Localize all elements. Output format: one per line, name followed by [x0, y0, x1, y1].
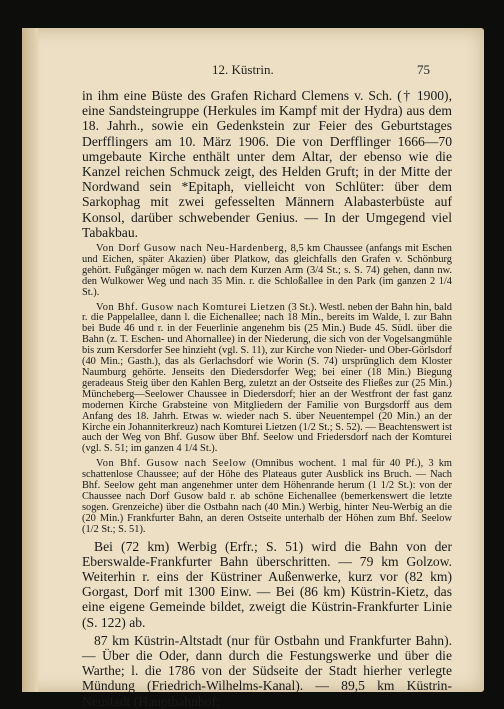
route-label: Von Bhf. Gusow nach Seelow: [96, 458, 247, 470]
running-header: [82, 62, 430, 82]
page-number: 75: [417, 62, 430, 77]
page-gutter: [22, 28, 38, 692]
route-text: (3 St.). Westl. neben der Bahn hin, bald r. die Pappelallee, dann l. die Eichenallee; nach 18 Min., bereits im Walde, l. zur Bahn bei Bude 46 und r. in der Feuerlinie angenehm bis (25 Min.) Bude 45. Südl. über die Bahn (z. T. Eschen- und Ahornallee) in der Niederung, die sich von der Vogelsangmühle bis zum Kersdorfer See hinzieht (vgl. S. 11), zur Kirche von Nieder- und Ober-Görlsdorf (40 Min.; Gasth.), das als Gerlachsdorf wie Worin (S. 74) ursprünglich dem Kloster Naumburg gehörte. Jenseits den Diedersdorfer Weg; bei einer (18 Min.) Biegung geradeaus Steig über den Kahlen Berg, zuletzt an der Ostseite des Fließes zur (25 Min.) Müncheberg—Seelower Chaussee in Diedersdorf; hier an der Westfront der fast ganz modernen Kirche Grabsteine von Mitgliedern der Familie von Burgsdorff aus dem Anfang des 18. Jahrh. Etwas w. wieder nach S. über Neuentempel (20 Min.) an der Kirche ein Johanniterkreuz) nach Komturei Lietzen (1/2 St.; S. 52). — Beachtenswert ist auch der Weg von Bhf. Gusow über Bhf. Seelow und Friedersdorf nach der Komturei (vgl. S. 51; im ganzen 4 1/4 St.).: [82, 301, 452, 455]
page-content: [82, 88, 452, 709]
route-text: (Omnibus wochent. 1 mal für 40 Pf.), 3 km schattenlose Chaussee; auf der Höhe des Plateaus guter Ausblick ins Bruch. — Nach Bhf. Seelow geht man angenehmer unter dem Höhenrande herum (1 1/2 St.): von der Chaussee nach Dorf Gusow bald r. ab schöne Eichenallee (bemerkenswert die letzte sogen. Grenzeiche) über die Ostbahn nach (40 Min.) Werbig, hinter Neu-Werbig an die (20 Min.) Frankfurter Bahn, an deren Ostseite unterhalb der Höhen zum Bhf. Seelow (1/2 St.; S. 51).: [82, 458, 453, 535]
kuestrin-paragraph: 87 km Küstrin-Altstadt (nur für Ostbahn und Frankfurter Bahn). — Über die Oder, dann durch die Festungswerke und über die Warthe; l. die 1786 von der Südseite der Stadt hierher verlegte Mündung (Friedrich-Wilhelms-Kanal). — 89,5 km Küstrin-Neustadt (Hauptbahnhof;: [82, 632, 452, 709]
route-text: 8,5 km Chaussee (anfangs mit Eschen und Eichen, später Akazien) über Platkow, das gleichfalls den Grafen v. Schönburg gehört. Fußgänger mögen w. nach dem Kurzen Arm (3/4 St.; s. S. 74) gehen, dann nw. den Wulkower Weg und nach 35 Min. r. die Schloßallee in den Park (im ganzen 2 1/4 St.).: [82, 243, 453, 298]
route-paragraph-seelow: [82, 459, 452, 535]
route-paragraph-lietzen: [82, 303, 452, 456]
chapter-title: 12. Küstrin.: [212, 62, 274, 77]
werbig-paragraph: Bei (72 km) Werbig (Erfr.; S. 51) wird die Bahn von der Eberswalde-Frankfurter Bahn überschritten. — 79 km Golzow. Weiterhin r. eins der Küstriner Außenwerke, kurz vor (82 km) Gorgast, Dorf mit 1300 Einw. — Bei (86 km) Küstrin-Kietz, das eine eigene Gemeinde bildet, zweigt die Küstrin-Frankfurter Linie (S. 122) ab.: [82, 538, 452, 630]
intro-paragraph: in ihm eine Büste des Grafen Richard Clemens v. Sch. († 1900), eine Sandsteingruppe (Herkules im Kampf mit der Hydra) aus dem 18. Jahrh., sowie ein Gedenkstein zur Feier des Geburtstages Derfflingers am 10. März 1906. Die von Derfflinger 1666—70 umgebaute Kirche enthält unter dem Altar, der ebenso wie die Kanzel reichen Schmuck zeigt, des Helden Gruft; in der Mitte der Nordwand sein *Epitaph, vielleicht von Schlüter: über dem Sarkophag mit zwei gefesselten Männern Alabasterbüste auf Konsol, darüber schwebender Genius. — In der Umgegend viel Tabakbau.: [82, 88, 452, 240]
route-label: Von Bhf. Gusow nach Komturei Lietzen: [96, 301, 286, 313]
route-label: Von Dorf Gusow nach Neu-Hardenberg,: [96, 243, 288, 255]
book-page: [22, 28, 484, 709]
route-paragraph-neu-hardenberg: [82, 244, 452, 299]
